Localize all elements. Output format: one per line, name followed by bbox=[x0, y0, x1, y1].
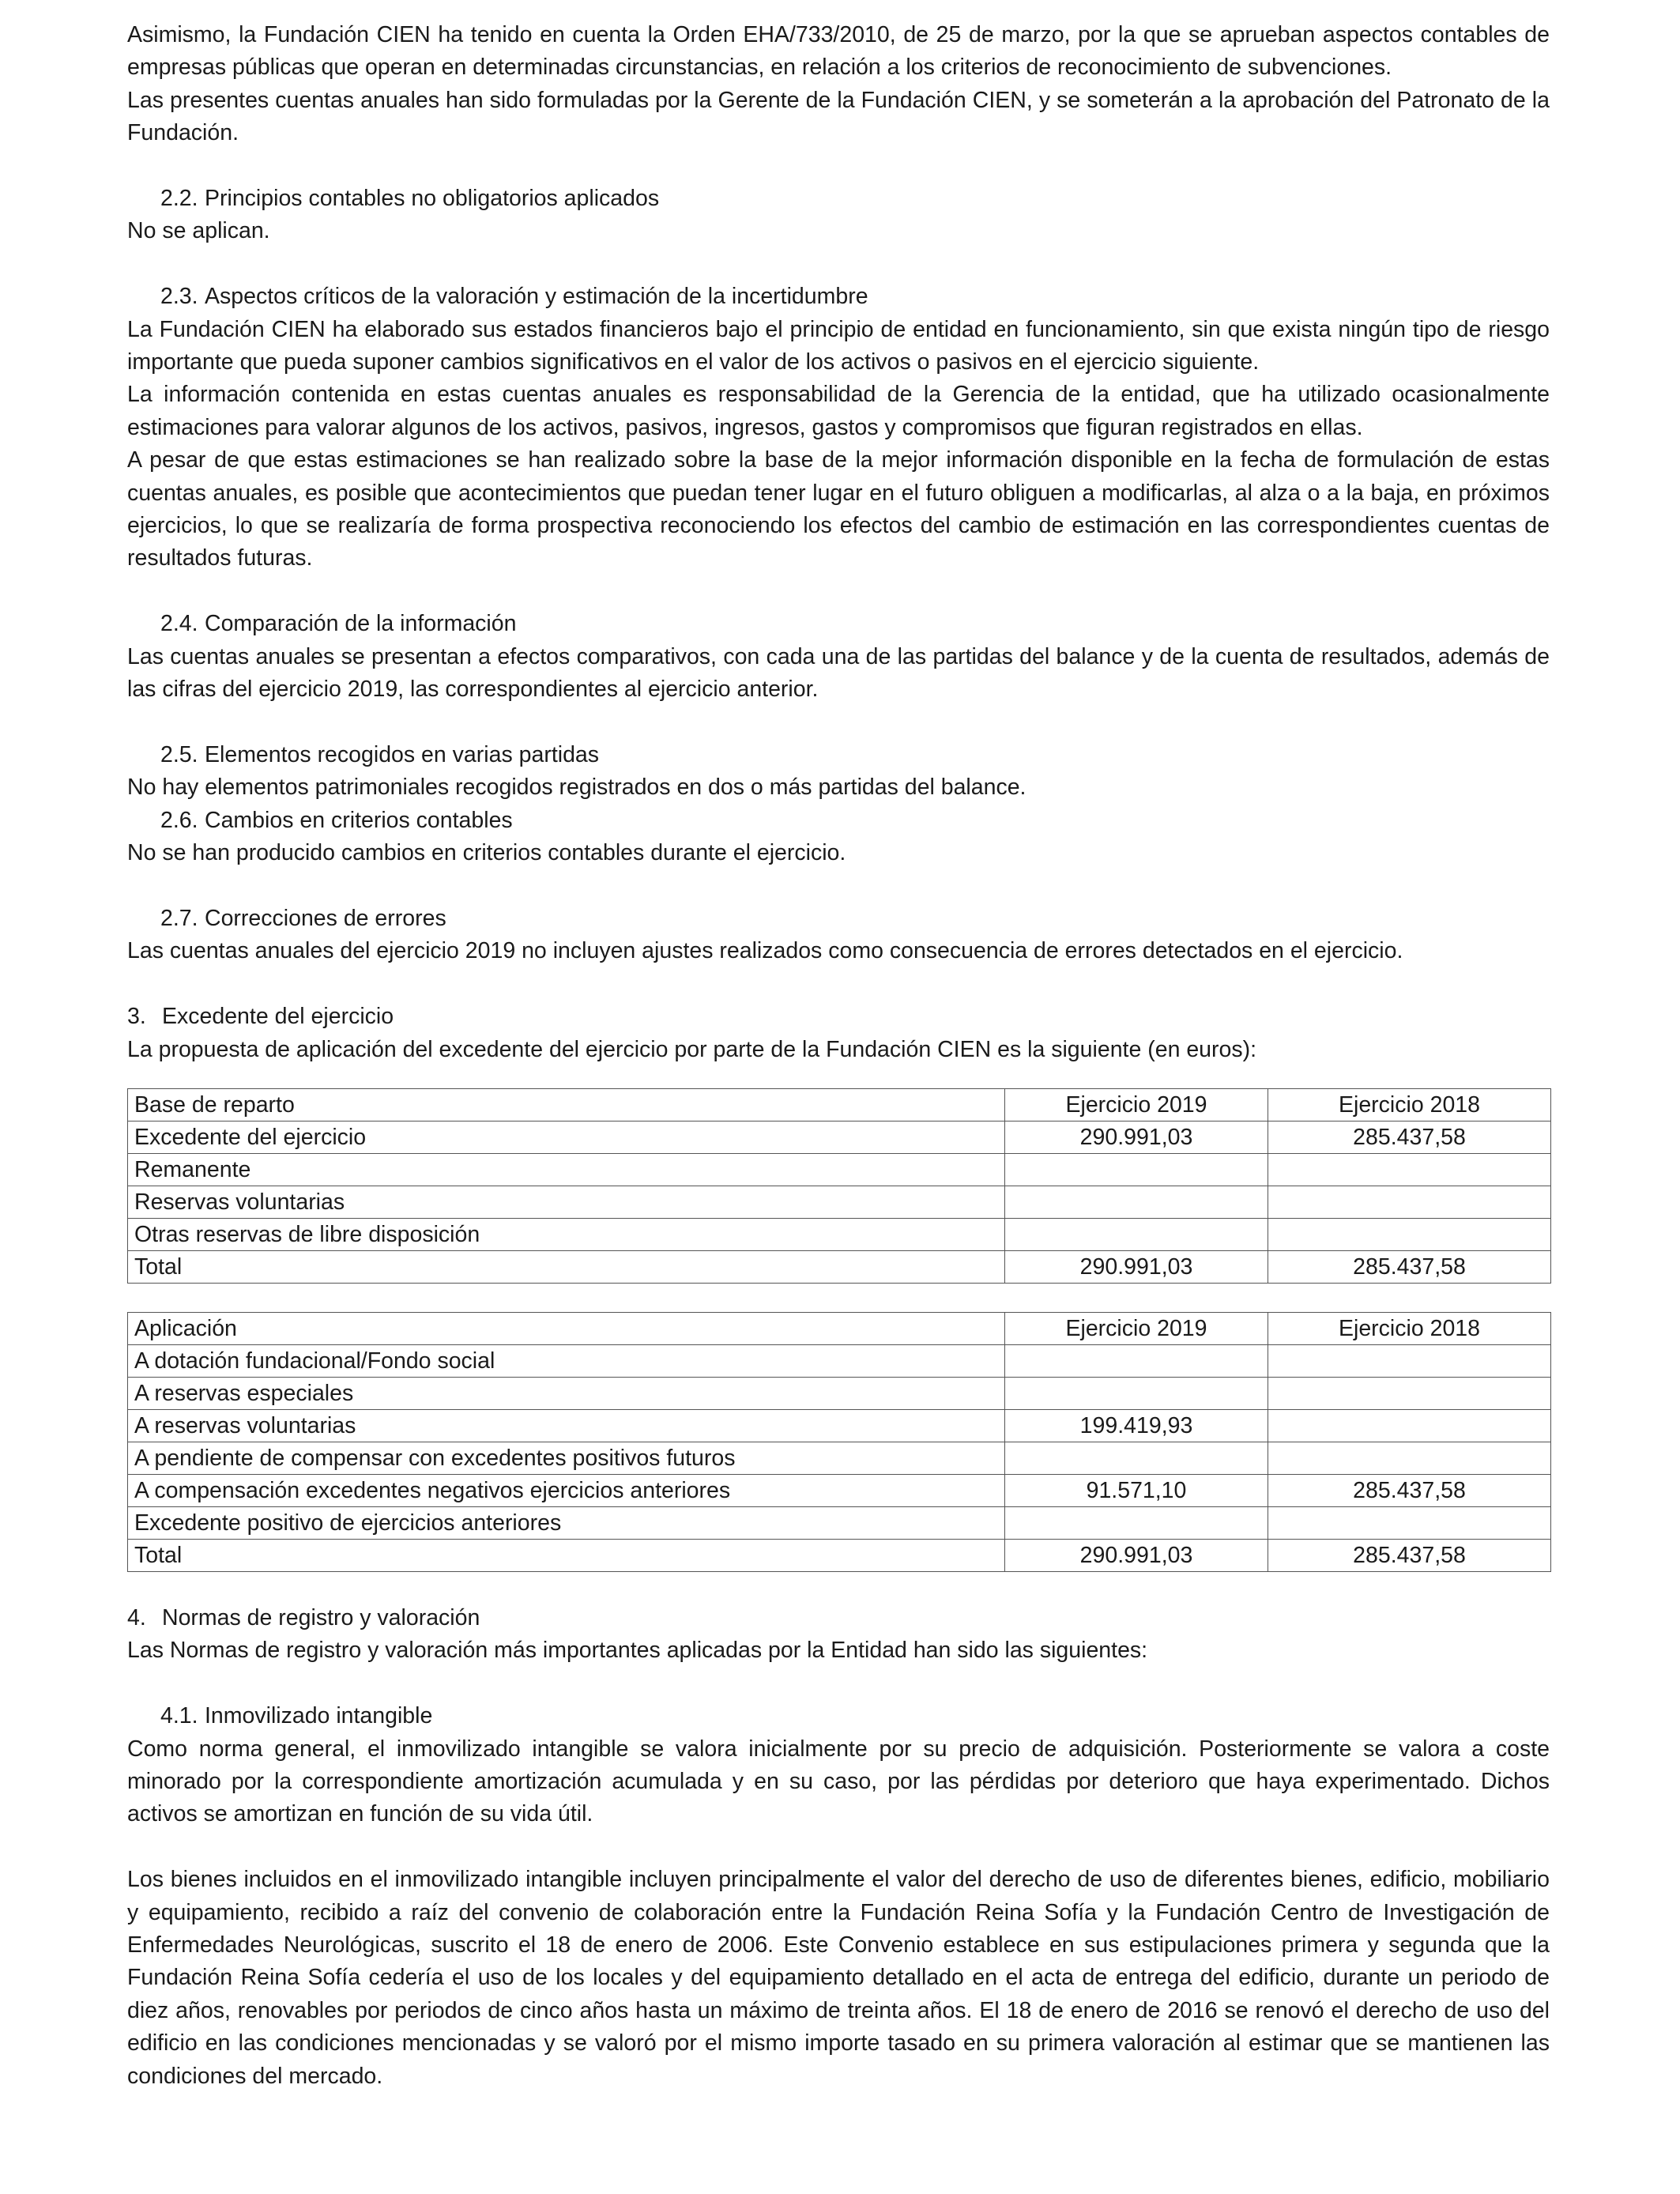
paragraph-formulacion: Las presentes cuentas anuales han sido formuladas por la Gerente de la Fundación CIEN, y se someterán a la aprobación del Patronato de la Fundación. bbox=[127, 87, 1550, 146]
section-title: Principios contables no obligatorios aplicados bbox=[205, 186, 660, 212]
section-title: Normas de registro y valoración bbox=[162, 1604, 480, 1630]
section-number: 3. bbox=[127, 1004, 146, 1030]
header-cell: Ejercicio 2019 bbox=[1005, 1312, 1268, 1344]
value-cell: 91.571,10 bbox=[1005, 1474, 1268, 1506]
table-header-row bbox=[128, 1088, 1551, 1121]
table-row bbox=[128, 1377, 1551, 1409]
section-number: 2.4. bbox=[160, 611, 198, 637]
heading-2-5 bbox=[127, 739, 1550, 771]
value-cell bbox=[1005, 1218, 1268, 1250]
paragraph-2-5: No hay elementos patrimoniales recogidos registrados en dos o más partidas del balance. bbox=[127, 775, 1026, 801]
paragraph-4-1-b: Los bienes incluidos en el inmovilizado intangible incluyen principalmente el valor del derecho de uso de diferentes bienes, edificio, mobiliario y equipamiento, recibido a raíz del convenio de colaboración entre la Fundación Reina Sofía y la Fundación Centro de Investigación de Enfermedades Neurológicas, suscrito el 18 de enero de 2006. Este Convenio establece en sus estipulaciones primera y segunda que la Fundación Reina Sofía cedería el uso de los locales y del equipamiento detallado en el acta de entrega del edificio, durante un periodo de diez años, renovables por periodos de cinco años hasta un máximo de treinta años. El 18 de enero de 2016 se renovó el derecho de uso del edificio en las condiciones mencionadas y se valoró por el mismo importe tasado en su primera valoración al estimar que se mantienen las condiciones del mercado. bbox=[127, 1867, 1550, 2089]
value-cell bbox=[1268, 1186, 1551, 1218]
row-label: A dotación fundacional/Fondo social bbox=[128, 1344, 1005, 1377]
heading-4 bbox=[127, 1602, 1550, 1634]
table-aplicacion bbox=[127, 1312, 1551, 1572]
section-number: 2.6. bbox=[160, 807, 198, 833]
paragraph-2-3-a: La Fundación CIEN ha elaborado sus estados financieros bajo el principio de entidad en funcionamiento, sin que exista ningún tipo de riesgo importante que pueda suponer cambios significativos en el valor de los activos o pasivos en el ejercicio siguiente. bbox=[127, 316, 1550, 375]
section-title: Elementos recogidos en varias partidas bbox=[205, 741, 600, 767]
row-label: A compensación excedentes negativos ejercicios anteriores bbox=[128, 1474, 1005, 1506]
paragraph-2-2: No se aplican. bbox=[127, 218, 270, 244]
row-label: Reservas voluntarias bbox=[128, 1186, 1005, 1218]
section-title: Cambios en criterios contables bbox=[205, 807, 513, 833]
heading-2-6 bbox=[127, 805, 1550, 837]
table-total-row bbox=[128, 1250, 1551, 1283]
value-cell: 199.419,93 bbox=[1005, 1409, 1268, 1442]
value-cell bbox=[1005, 1506, 1268, 1539]
table-header-row bbox=[128, 1312, 1551, 1344]
section-title: Correcciones de errores bbox=[205, 905, 446, 931]
value-cell: 285.437,58 bbox=[1268, 1250, 1551, 1283]
section-title: Aspectos críticos de la valoración y estimación de la incertidumbre bbox=[205, 284, 868, 310]
section-number: 2.5. bbox=[160, 741, 198, 767]
value-cell bbox=[1005, 1344, 1268, 1377]
value-cell bbox=[1005, 1153, 1268, 1186]
header-cell: Ejercicio 2018 bbox=[1268, 1312, 1551, 1344]
table-row bbox=[128, 1474, 1551, 1506]
heading-2-4 bbox=[127, 608, 1550, 640]
heading-4-1 bbox=[127, 1700, 1550, 1732]
value-cell: 285.437,58 bbox=[1268, 1121, 1551, 1153]
row-label: Total bbox=[128, 1539, 1005, 1571]
row-label: Remanente bbox=[128, 1153, 1005, 1186]
table-row bbox=[128, 1409, 1551, 1442]
section-number: 4. bbox=[127, 1604, 146, 1630]
value-cell bbox=[1268, 1506, 1551, 1539]
section-title: Comparación de la información bbox=[205, 611, 517, 637]
table-row bbox=[128, 1218, 1551, 1250]
section-title: Inmovilizado intangible bbox=[205, 1703, 433, 1729]
value-cell: 290.991,03 bbox=[1005, 1250, 1268, 1283]
value-cell: 285.437,58 bbox=[1268, 1539, 1551, 1571]
value-cell bbox=[1005, 1377, 1268, 1409]
heading-2-2 bbox=[127, 183, 1550, 215]
header-cell: Base de reparto bbox=[128, 1088, 1005, 1121]
section-number: 2.2. bbox=[160, 186, 198, 212]
paragraph-2-6: No se han producido cambios en criterios contables durante el ejercicio. bbox=[127, 840, 846, 866]
value-cell: 290.991,03 bbox=[1005, 1121, 1268, 1153]
table-row bbox=[128, 1506, 1551, 1539]
heading-2-3 bbox=[127, 281, 1550, 313]
paragraph-3: La propuesta de aplicación del excedente del ejercicio por parte de la Fundación CIEN es la siguiente (en euros): bbox=[127, 1036, 1257, 1062]
header-cell: Ejercicio 2018 bbox=[1268, 1088, 1551, 1121]
table-row bbox=[128, 1121, 1551, 1153]
heading-3 bbox=[127, 1001, 1550, 1033]
document-page bbox=[127, 19, 1550, 2093]
row-label: A reservas voluntarias bbox=[128, 1409, 1005, 1442]
row-label: Total bbox=[128, 1250, 1005, 1283]
row-label: A pendiente de compensar con excedentes positivos futuros bbox=[128, 1442, 1005, 1474]
header-cell: Aplicación bbox=[128, 1312, 1005, 1344]
value-cell bbox=[1268, 1409, 1551, 1442]
value-cell bbox=[1268, 1218, 1551, 1250]
table-row bbox=[128, 1186, 1551, 1218]
value-cell bbox=[1005, 1186, 1268, 1218]
row-label: A reservas especiales bbox=[128, 1377, 1005, 1409]
section-number: 2.3. bbox=[160, 284, 198, 310]
table-total-row bbox=[128, 1539, 1551, 1571]
paragraph-orden-eha: Asimismo, la Fundación CIEN ha tenido en cuenta la Orden EHA/733/2010, de 25 de marzo, por la que se aprueban aspectos contables de empresas públicas que operan en determinadas circunstancias, en relación a los criterios de reconocimiento de subvenciones. bbox=[127, 22, 1550, 81]
table-base-de-reparto bbox=[127, 1088, 1551, 1284]
value-cell bbox=[1268, 1377, 1551, 1409]
value-cell bbox=[1005, 1442, 1268, 1474]
row-label: Otras reservas de libre disposición bbox=[128, 1218, 1005, 1250]
paragraph-2-3-c: A pesar de que estas estimaciones se han realizado sobre la base de la mejor información disponible en la fecha de formulación de estas cuentas anuales, es posible que acontecimientos que puedan tener lugar en el futuro obliguen a modificarlas, al alza o a la baja, en próximos ejercicios, lo que se realizaría de forma prospectiva reconociendo los efectos del cambio de estimación en las correspondientes cuentas de resultados futuras. bbox=[127, 447, 1550, 571]
table-row bbox=[128, 1442, 1551, 1474]
paragraph-2-7: Las cuentas anuales del ejercicio 2019 no incluyen ajustes realizados como consecuencia de errores detectados en el ejercicio. bbox=[127, 938, 1403, 964]
row-label: Excedente positivo de ejercicios anteriores bbox=[128, 1506, 1005, 1539]
paragraph-4: Las Normas de registro y valoración más importantes aplicadas por la Entidad han sido las siguientes: bbox=[127, 1638, 1148, 1664]
section-number: 4.1. bbox=[160, 1703, 198, 1729]
section-title: Excedente del ejercicio bbox=[162, 1004, 394, 1030]
paragraph-2-4: Las cuentas anuales se presentan a efectos comparativos, con cada una de las partidas del balance y de la cuenta de resultados, además de las cifras del ejercicio 2019, las correspondientes al ejercicio anterior. bbox=[127, 643, 1550, 703]
paragraph-2-3-b: La información contenida en estas cuentas anuales es responsabilidad de la Gerencia de la entidad, que ha utilizado ocasionalmente estimaciones para valorar algunos de los activos, pasivos, ingresos, gastos y compromisos que figuran registrados en ellas. bbox=[127, 382, 1550, 440]
heading-2-7 bbox=[127, 903, 1550, 935]
value-cell: 290.991,03 bbox=[1005, 1539, 1268, 1571]
row-label: Excedente del ejercicio bbox=[128, 1121, 1005, 1153]
value-cell: 285.437,58 bbox=[1268, 1474, 1551, 1506]
value-cell bbox=[1268, 1153, 1551, 1186]
section-number: 2.7. bbox=[160, 905, 198, 931]
value-cell bbox=[1268, 1442, 1551, 1474]
table-row bbox=[128, 1344, 1551, 1377]
value-cell bbox=[1268, 1344, 1551, 1377]
paragraph-4-1-a: Como norma general, el inmovilizado intangible se valora inicialmente por su precio de adquisición. Posteriormente se valora a coste minorado por la correspondiente amortización acumulada y en su caso, por las pérdidas por deterioro que haya experimentado. Dichos activos se amortizan en función de su vida útil. bbox=[127, 1736, 1550, 1827]
header-cell: Ejercicio 2019 bbox=[1005, 1088, 1268, 1121]
table-row bbox=[128, 1153, 1551, 1186]
